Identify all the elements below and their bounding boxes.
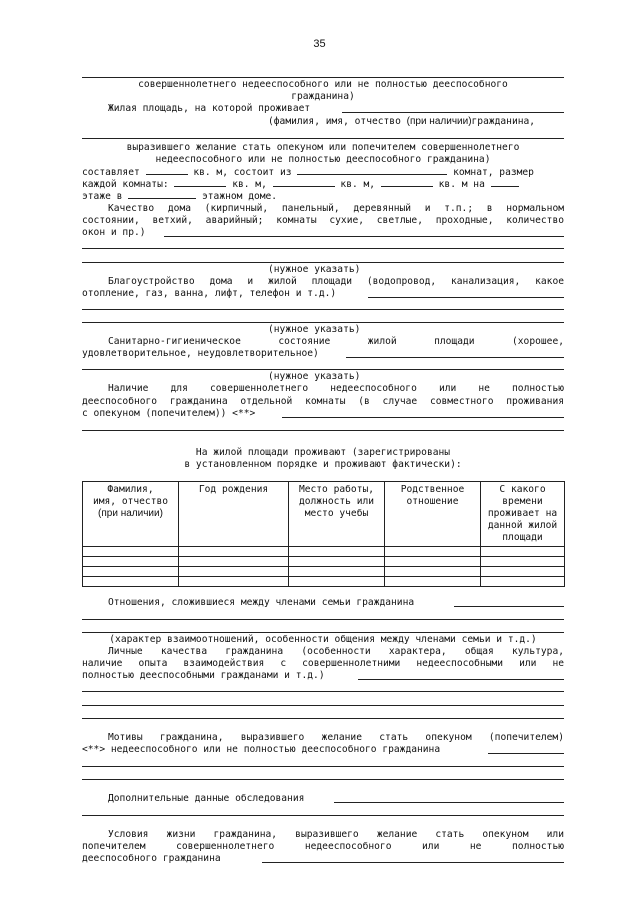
label: кв. м на (438, 179, 485, 190)
table-cell[interactable] (481, 577, 565, 587)
caption-note: (при наличии) (406, 116, 472, 127)
header-text: Родственное (400, 484, 465, 495)
text-line (82, 189, 564, 203)
table-header-row (83, 482, 565, 547)
column-header-workplace (289, 482, 385, 547)
header-text: данной жилой (487, 520, 558, 531)
blank-field[interactable] (368, 297, 564, 298)
label: кв. м, (340, 179, 376, 190)
header-text: имя, отчество (92, 496, 169, 507)
text-line: попечителем совершеннолетнего недееспособного или не полностью (82, 841, 564, 852)
text-line (82, 852, 564, 865)
label: каждой комнаты: (82, 179, 169, 190)
header-text: (при наличии) (98, 508, 163, 519)
page-number: 35 (313, 38, 326, 50)
blank-field[interactable] (273, 177, 335, 187)
text-line (82, 347, 564, 360)
text-line: Санитарно-гигиеническое состояние жилой площади (хорошее, (108, 336, 564, 347)
blank-line (82, 430, 564, 431)
blank-field[interactable] (297, 165, 447, 175)
table-row (83, 547, 565, 557)
table-cell[interactable] (481, 557, 565, 567)
header-text: должность или (298, 496, 375, 507)
blank-field[interactable] (262, 862, 564, 863)
text-line: Благоустройство дома и жилой площади (водопровод, канализация, какое (108, 276, 564, 287)
header-text: отношение (406, 496, 459, 507)
text-line: (нужное указать) (268, 371, 361, 382)
text-line: Личные качества гражданина (особенности характера, общая культура, (108, 646, 564, 657)
blank-line (82, 705, 564, 706)
text-line: наличие опыта взаимодействия с совершеннолетними недееспособными или не (82, 658, 564, 669)
label: удовлетворительное, неудовлетворительное) (82, 348, 319, 359)
text-line (82, 287, 564, 300)
blank-field[interactable] (346, 357, 564, 358)
table-cell[interactable] (179, 557, 289, 567)
text-line: недееспособного или не полностью дееспособного гражданина) (155, 154, 491, 165)
text-line (82, 596, 564, 609)
table-cell[interactable] (179, 547, 289, 557)
blank-line (82, 718, 564, 719)
header-text: С какого (499, 484, 546, 495)
text-line (82, 226, 564, 239)
blank-line (82, 619, 564, 620)
text-line (82, 743, 564, 756)
blank-line (82, 138, 564, 139)
label: отопление, газ, ванна, лифт, телефон и т.д.) (82, 288, 337, 299)
table-cell[interactable] (289, 557, 385, 567)
table-heading: На жилой площади проживают (зарегистрированы (195, 447, 451, 458)
text-line (82, 102, 564, 115)
text-line: (нужное указать) (268, 324, 361, 335)
blank-field[interactable] (128, 189, 196, 199)
text-line: состоянии, ветхий, аварийный; комнаты сухие, светлые, проходные, количество (82, 215, 564, 226)
header-text: времени (502, 496, 543, 507)
text-line (82, 115, 564, 128)
column-header-birth-year (179, 482, 289, 547)
column-header-name (83, 482, 179, 547)
blank-field[interactable] (334, 802, 564, 803)
table-cell[interactable] (385, 577, 481, 587)
blank-line (82, 309, 564, 310)
table-cell[interactable] (385, 547, 481, 557)
text-line (82, 792, 564, 805)
blank-field[interactable] (164, 236, 564, 237)
table-cell[interactable] (179, 577, 289, 587)
column-header-relation (385, 482, 481, 547)
blank-line (82, 248, 564, 249)
table-cell[interactable] (83, 557, 179, 567)
table-cell[interactable] (481, 547, 565, 557)
label: комнат, размер (453, 167, 534, 178)
table-cell[interactable] (179, 567, 289, 577)
label: Отношения, сложившиеся между членами семьи гражданина (108, 597, 415, 608)
table-cell[interactable] (83, 547, 179, 557)
text-line: совершеннолетнего недееспособного или не полностью дееспособного (138, 79, 508, 90)
table-cell[interactable] (289, 567, 385, 577)
label: этаже в (82, 191, 123, 202)
header-text: Фамилия, (107, 484, 154, 495)
table-row (83, 577, 565, 587)
caption: (фамилия, имя, отчество (268, 116, 401, 127)
blank-line (82, 766, 564, 767)
text-line: Условия жизни гражданина, выразившего желание стать опекуном или (108, 829, 564, 840)
text-line: (характер взаимоотношений, особенности общения между членами семьи и т.д.) (109, 634, 537, 645)
blank-line (82, 691, 564, 692)
table-cell[interactable] (289, 547, 385, 557)
table-cell[interactable] (385, 557, 481, 567)
table-cell[interactable] (83, 577, 179, 587)
residents-table (82, 481, 565, 587)
label: Жилая площадь, на которой проживает (108, 103, 311, 114)
table-cell[interactable] (385, 567, 481, 577)
blank-field[interactable] (358, 679, 564, 680)
blank-field[interactable] (146, 165, 188, 175)
blank-field[interactable] (174, 177, 226, 187)
blank-field[interactable] (491, 177, 519, 187)
table-heading: в установленном порядке и проживают фактически): (184, 459, 462, 470)
blank-field[interactable] (282, 417, 564, 418)
table-row (83, 557, 565, 567)
label: <**> недееспособного или не полностью дееспособного гражданина (82, 744, 441, 755)
table-row (83, 567, 565, 577)
table-cell[interactable] (83, 567, 179, 577)
label: дееспособного гражданина (82, 853, 221, 864)
text-line (82, 669, 564, 682)
table-cell[interactable] (481, 567, 565, 577)
label: с опекуном (попечителем)) <**> (82, 408, 256, 419)
header-text: Место работы, (298, 484, 375, 495)
text-line: (нужное указать) (268, 264, 361, 275)
text-line: дееспособного гражданина отдельной комнаты (в случае совместного проживания (82, 396, 564, 407)
blank-field[interactable] (488, 753, 564, 754)
header-text: площади (502, 532, 543, 543)
label: полностью дееспособными гражданами и т.д.) (82, 670, 325, 681)
header-text: проживает на (487, 508, 558, 519)
label: составляет (82, 167, 140, 178)
blank-field[interactable] (454, 606, 564, 607)
text-line (82, 407, 564, 420)
label: окон и пр.) (82, 227, 146, 238)
column-header-since (481, 482, 565, 547)
caption: гражданина, (471, 116, 536, 127)
text-line: Наличие для совершеннолетнего недееспособного или не полностью (108, 383, 564, 394)
header-text: Год рождения (198, 484, 269, 495)
text-line: выразившего желание стать опекуном или попечителем совершеннолетнего (126, 142, 520, 153)
label: кв. м, состоит из (193, 167, 292, 178)
table-cell[interactable] (289, 577, 385, 587)
text-line: Качество дома (кирпичный, панельный, деревянный и т.п.; в нормальном (108, 203, 564, 214)
label: Дополнительные данные обследования (108, 793, 305, 804)
text-line: гражданина) (291, 91, 355, 102)
blank-line (82, 815, 564, 816)
header-text: место учебы (304, 508, 369, 519)
text-line: Мотивы гражданина, выразившего желание стать опекуном (попечителем) (108, 732, 564, 743)
blank-line (82, 779, 564, 780)
blank-field[interactable] (381, 177, 433, 187)
label: этажном доме. (202, 191, 278, 202)
label: кв. м, (232, 179, 267, 190)
blank-field[interactable] (342, 112, 564, 113)
